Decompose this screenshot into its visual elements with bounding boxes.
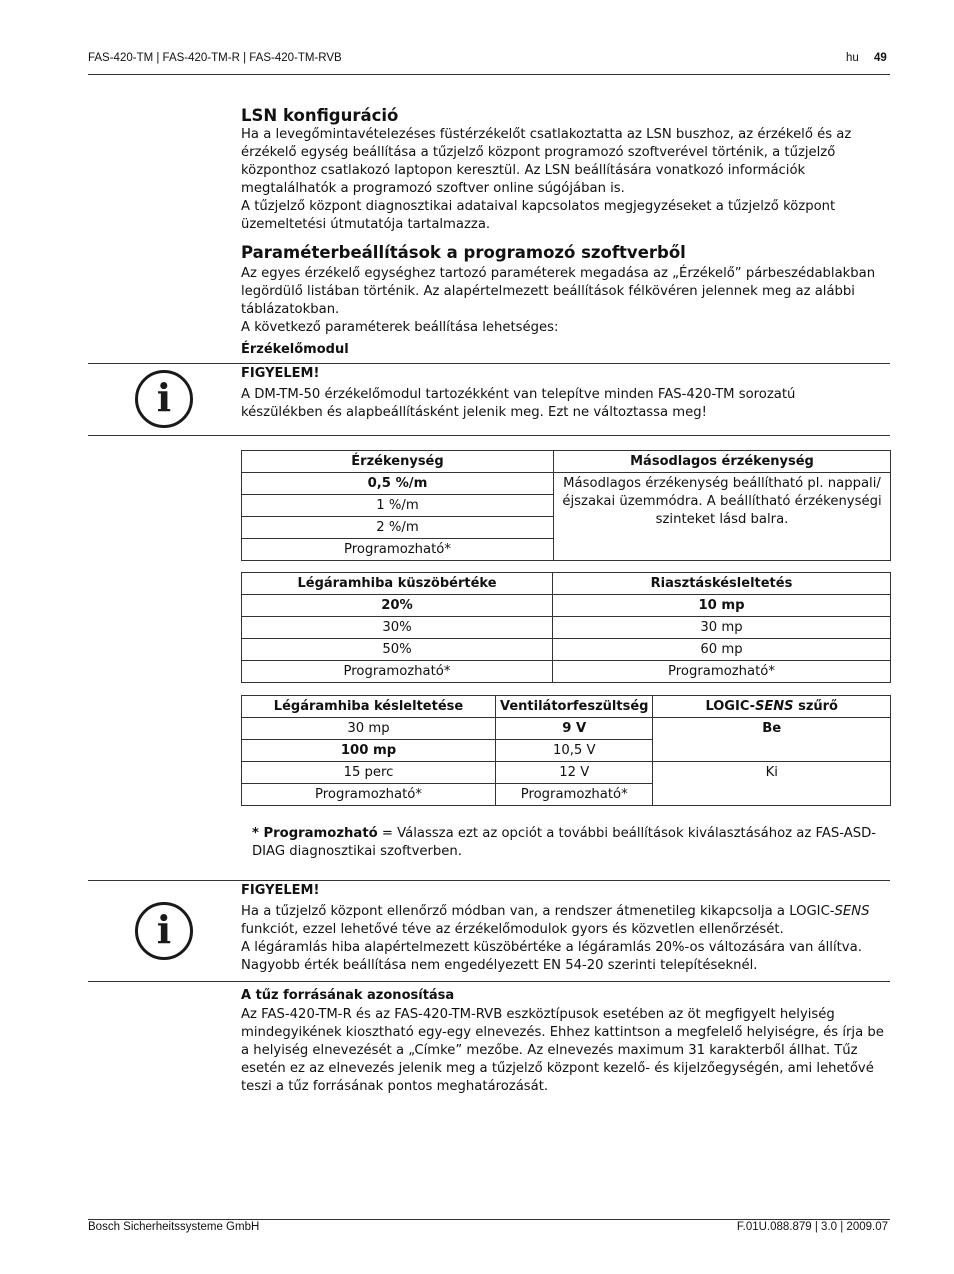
lsn-paragraph-2: A tűzjelző központ diagnosztikai adataival kapcsolatos megjegyzéseket a tűzjelző központ üzemeltetési útmutatója tartalmazza. bbox=[241, 199, 836, 232]
header-rule bbox=[88, 74, 890, 75]
table-cell: Programozható* bbox=[496, 784, 653, 806]
fire-heading: A tűz forrásának azonosítása bbox=[241, 988, 455, 1003]
airflow-threshold-table bbox=[241, 572, 891, 683]
table3-header-1: Légáramhiba késleltetése bbox=[242, 696, 496, 718]
footer-docref: F.01U.088.879 | 3.0 | 2009.07 bbox=[736, 1221, 888, 1233]
table-cell: 9 V bbox=[496, 718, 653, 740]
footer-company: Bosch Sicherheitssysteme GmbH bbox=[88, 1221, 260, 1233]
table-cell: Programozható* bbox=[242, 784, 496, 806]
table-cell: 50% bbox=[242, 639, 553, 661]
note2-bottom-rule bbox=[88, 981, 890, 982]
table-cell: 1 %/m bbox=[242, 495, 554, 517]
lsn-paragraph-1: Ha a levegőmintavételezéses füstérzékelőt csatlakoztatta az LSN buszhoz, az érzékelő és az érzékelő egység beállítása a tűzjelző központ programozó szoftverével történik, a tűzjelző központhoz csatlakozó laptopon keresztül. Az LSN beállítására vonatkozó információk megtalálhatók a programozó szoftver online súgójában is. bbox=[241, 127, 852, 196]
param-heading: Paraméterbeállítások a programozó szoftverből bbox=[241, 243, 686, 262]
note1-text: A DM-TM-50 érzékelőmodul tartozékként van telepítve minden FAS-420-TM sorozatú készülékben és alapbeállításként jelenik meg. Ezt ne változtassa meg! bbox=[241, 387, 796, 420]
table3-header-3-part: LOGIC- bbox=[705, 699, 756, 714]
table-cell: 20% bbox=[242, 595, 553, 617]
header-products: FAS-420-TM | FAS-420-TM-R | FAS-420-TM-RVB bbox=[88, 52, 342, 64]
note2-top-rule bbox=[88, 880, 890, 881]
note2-title: FIGYELEM! bbox=[241, 883, 320, 898]
note1-top-rule bbox=[88, 363, 890, 364]
note2-text-part: Ha a tűzjelző központ ellenőrző módban van, a rendszer átmenetileg kikapcsolja a LOGIC- bbox=[241, 904, 835, 919]
lsn-heading: LSN konfiguráció bbox=[241, 106, 399, 125]
table-cell: 10,5 V bbox=[496, 740, 653, 762]
table-cell: Ki bbox=[653, 762, 891, 806]
table3-header-3-part: szűrő bbox=[793, 699, 838, 714]
table-cell: Programozható* bbox=[553, 661, 891, 683]
table2-header-1: Légáramhiba küszöbértéke bbox=[242, 573, 553, 595]
note1-title: FIGYELEM! bbox=[241, 366, 320, 381]
table-cell: Be bbox=[653, 718, 891, 762]
table3-header-3 bbox=[653, 696, 891, 718]
table2-header-2: Riasztáskésleltetés bbox=[553, 573, 891, 595]
param-paragraph-1: Az egyes érzékelő egységhez tartozó paraméterek megadása az „Érzékelő” párbeszédablakban legördülő listában történik. Az alapértelmezett beállítások félkövéren jelennek meg az alábbi táblázatokban. bbox=[241, 266, 876, 317]
sensitivity-table bbox=[241, 450, 891, 561]
footer-rule bbox=[88, 1219, 890, 1220]
table-cell: 12 V bbox=[496, 762, 653, 784]
table-cell: 100 mp bbox=[242, 740, 496, 762]
note2-text-2: A légáramlás hiba alapértelmezett küszöbértéke a légáramlás 20%-os változására van állítva. Nagyobb érték beállítása nem engedélyezett EN 54-20 szerinti telepítéseknél. bbox=[241, 940, 862, 973]
table-cell: 2 %/m bbox=[242, 517, 554, 539]
table3-header-2: Ventilátorfeszültség bbox=[496, 696, 653, 718]
table-cell: 30 mp bbox=[553, 617, 891, 639]
note2-text-part: funkciót, ezzel lehetővé téve az érzékelőmodulok gyors és közvetlen ellenőrzését. bbox=[241, 922, 784, 937]
note2-text-italic: SENS bbox=[834, 904, 870, 919]
footnote bbox=[252, 825, 882, 861]
note1-bottom-rule bbox=[88, 435, 890, 436]
table1-header-1: Érzékenység bbox=[242, 451, 554, 473]
table-cell: Másodlagos érzékenység beállítható pl. nappali/ éjszakai üzemmódra. A beállítható érzékenységi szinteket lásd balra. bbox=[554, 473, 891, 561]
info-icon: i bbox=[135, 370, 193, 428]
note2-text-1 bbox=[241, 903, 889, 939]
table-cell: 30% bbox=[242, 617, 553, 639]
table-cell: 10 mp bbox=[553, 595, 891, 617]
table1-header-2: Másodlagos érzékenység bbox=[554, 451, 891, 473]
table-cell: 0,5 %/m bbox=[242, 473, 554, 495]
table3-header-3-italic: SENS bbox=[755, 699, 794, 714]
table-cell: 60 mp bbox=[553, 639, 891, 661]
footnote-text: = Válassza ezt az opciót a további beállítások kiválasztásához az FAS-ASD-DIAG diagnosztikai szoftverben. bbox=[252, 826, 877, 859]
table-cell: Programozható* bbox=[242, 661, 553, 683]
table-cell: 15 perc bbox=[242, 762, 496, 784]
info-icon: i bbox=[135, 902, 193, 960]
param-paragraph-2: A következő paraméterek beállítása lehetséges: bbox=[241, 320, 559, 335]
airflow-delay-table bbox=[241, 695, 891, 806]
table-cell: 30 mp bbox=[242, 718, 496, 740]
module-label: Érzékelőmodul bbox=[241, 342, 349, 357]
page-number: 49 bbox=[874, 52, 887, 64]
table-cell: Programozható* bbox=[242, 539, 554, 561]
header-lang: hu bbox=[846, 52, 859, 64]
fire-paragraph: Az FAS-420-TM-R és az FAS-420-TM-RVB eszköztípusok esetében az öt megfigyelt helyiség mindegyikének kiosztható egy-egy elnevezés. Ehhez kattintson a megfelelő helyiségre, és írja be a helyiség elnevezését a „Címke” mezőbe. Az elnevezés maximum 31 karakterből állhat. Tűz esetén ez az elnevezés jelenik meg a tűzjelző központ kezelő- és kijelzőegységén, ami lehetővé teszi a tűz forrásának pontos meghatározását. bbox=[241, 1007, 884, 1094]
footnote-bold: * Programozható bbox=[252, 826, 378, 841]
